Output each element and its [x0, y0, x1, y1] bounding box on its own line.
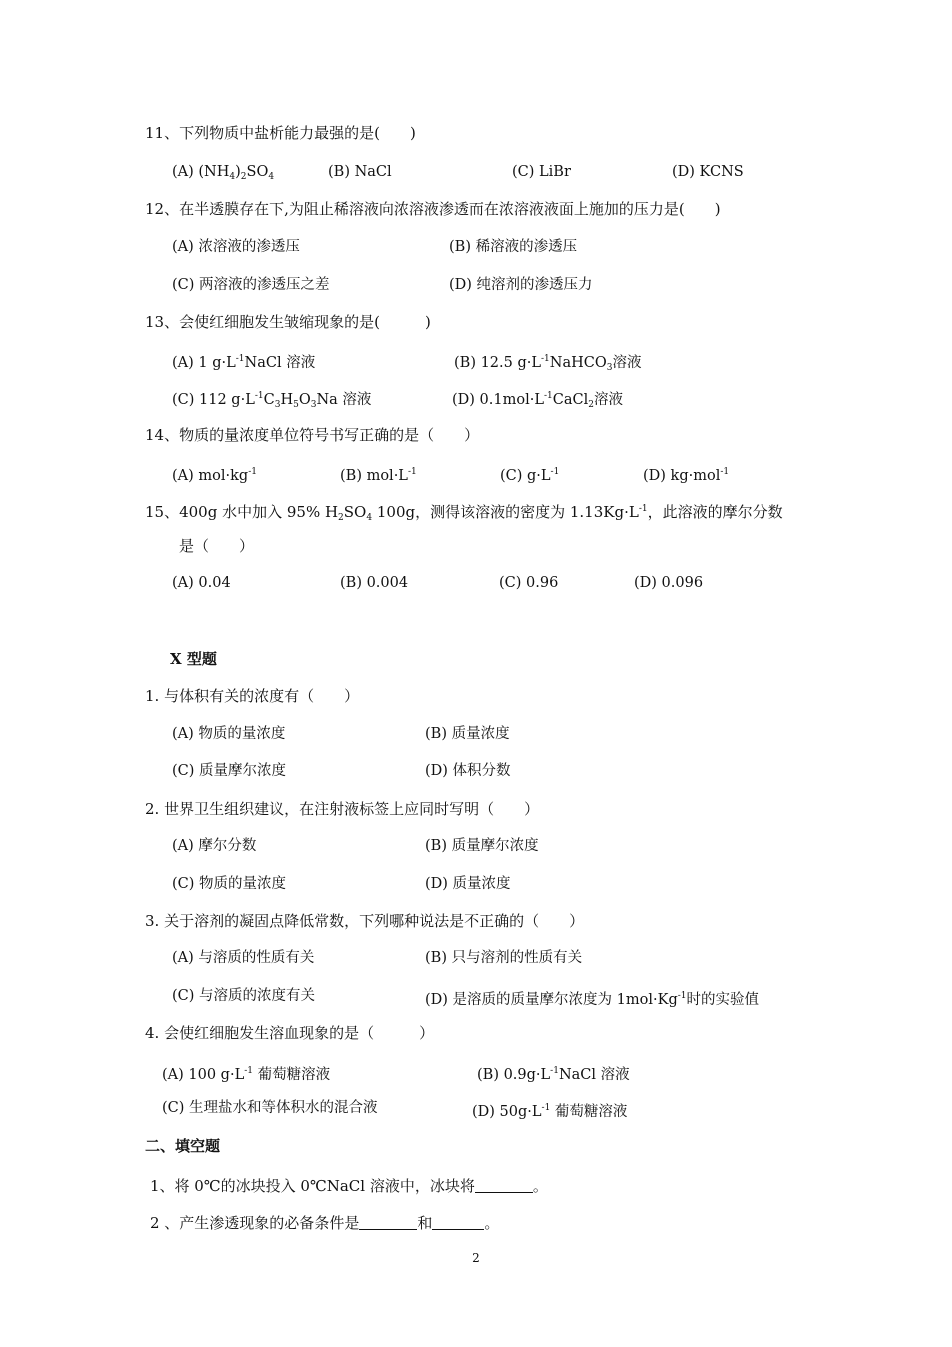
x-question-3-option-a: (A) 与溶质的性质有关 — [172, 950, 315, 966]
fill-in-section-title: 二、填空题 — [145, 1137, 221, 1155]
x-question-4-option-b: (B) $0.9g\cdot L^{-1}NaCl$ 溶液 — [477, 1066, 630, 1083]
question-14-stem: 14、物质的量浓度单位符号书写正确的是（ ） — [145, 426, 480, 444]
question-12-option-c: (C) 两溶液的渗透压之差 — [172, 277, 330, 293]
x-question-1-option-c: (C) 质量摩尔浓度 — [172, 763, 287, 779]
x-question-2-option-a: (A) 摩尔分数 — [172, 838, 257, 854]
page-number: 2 — [472, 1251, 480, 1265]
question-13-option-c: (C) 112 $g\cdot L^{-1}C_3H_5O_3Na$ 溶液 — [172, 391, 372, 410]
x-question-4-option-d: (D) $50g\cdot L^{-1}$ 葡萄糖溶液 — [472, 1103, 628, 1120]
fill-in-question-1: 1、将 0℃的冰块投入 0℃NaCl 溶液中，冰块将 。 — [150, 1177, 548, 1195]
answer-blank[interactable] — [432, 1214, 484, 1230]
x-question-1-stem: 1. 与体积有关的浓度有（ ） — [145, 687, 360, 705]
question-11-stem: 11、下列物质中盐析能力最强的是( ) — [145, 124, 416, 142]
x-question-3-option-c: (C) 与溶质的浓度有关 — [172, 988, 316, 1004]
question-14-option-d: (D) kg·mol$^{-1}$ — [643, 467, 730, 484]
question-11-option-b: (B) NaCl — [328, 164, 392, 180]
x-question-3-option-d: (D) 是溶质的质量摩尔浓度为 $1mol\cdot Kg^{-1}$时的实验值 — [425, 991, 760, 1008]
fill-in-question-2: 2 、产生渗透现象的必备条件是 和 。 — [150, 1214, 500, 1232]
question-14-option-b: (B) $mol\cdot L^{-1}$ — [340, 467, 417, 484]
x-type-section-title: X 型题 — [170, 650, 217, 668]
x-question-3-stem: 3. 关于溶剂的凝固点降低常数，下列哪种说法是不正确的（ ） — [145, 912, 585, 930]
x-question-2-stem: 2. 世界卫生组织建议，在注射液标签上应同时写明（ ） — [145, 800, 540, 818]
question-13-option-d: (D) $0.1mol\cdot L^{-1}CaCl_2$溶液 — [452, 391, 623, 410]
x-question-1-option-a: (A) 物质的量浓度 — [172, 726, 286, 742]
question-15-stem: 15、400g 水中加入 95% $H_2SO_4$ 100g，测得该溶液的密度为 $1.13Kg\cdot L^{-1}$，此溶液的摩尔分数 — [145, 503, 783, 523]
question-14-option-c: (C) $g\cdot L^{-1}$ — [500, 467, 560, 484]
x-question-1-option-b: (B) 质量浓度 — [425, 726, 510, 742]
question-12-option-a: (A) 浓溶液的渗透压 — [172, 239, 300, 255]
question-15-option-a: (A) 0.04 — [172, 575, 231, 591]
answer-blank[interactable] — [475, 1177, 533, 1193]
x-question-2-option-b: (B) 质量摩尔浓度 — [425, 838, 539, 854]
x-question-1-option-d: (D) 体积分数 — [425, 763, 511, 779]
question-15-option-d: (D) 0.096 — [634, 575, 704, 591]
question-15-option-c: (C) 0.96 — [499, 575, 559, 591]
question-15-stem-continued: 是（ ） — [179, 537, 255, 555]
question-12-stem: 12、在半透膜存在下,为阻止稀溶液向浓溶液渗透而在浓溶液液面上施加的压力是( ) — [145, 200, 721, 218]
question-13-stem: 13、会使红细胞发生皱缩现象的是( ) — [145, 313, 431, 331]
question-11-option-d: (D) KCNS — [672, 164, 744, 180]
x-question-4-option-a: (A) 100 $g\cdot L^{-1}$ 葡萄糖溶液 — [162, 1066, 331, 1083]
question-14-option-a: (A) $mol\cdot kg^{-1}$ — [172, 467, 257, 484]
question-12-option-d: (D) 纯溶剂的渗透压力 — [449, 277, 593, 293]
x-question-2-option-c: (C) 物质的量浓度 — [172, 876, 287, 892]
x-question-3-option-b: (B) 只与溶剂的性质有关 — [425, 950, 583, 966]
answer-blank[interactable] — [359, 1214, 417, 1230]
x-question-4-stem: 4. 会使红细胞发生溶血现象的是（ ） — [145, 1024, 435, 1042]
question-15-option-b: (B) 0.004 — [340, 575, 409, 591]
x-question-2-option-d: (D) 质量浓度 — [425, 876, 511, 892]
question-13-option-a: (A) 1 $g\cdot L^{-1}NaCl$ 溶液 — [172, 354, 316, 371]
question-12-option-b: (B) 稀溶液的渗透压 — [449, 239, 578, 255]
question-11-option-c: (C) LiBr — [512, 164, 571, 180]
question-11-option-a: (A) $(NH_4)_2SO_4$ — [172, 164, 275, 182]
x-question-4-option-c: (C) 生理盐水和等体积水的混合液 — [162, 1100, 378, 1116]
question-13-option-b: (B) 12.5 $g\cdot L^{-1}NaHCO_3$溶液 — [454, 354, 642, 373]
